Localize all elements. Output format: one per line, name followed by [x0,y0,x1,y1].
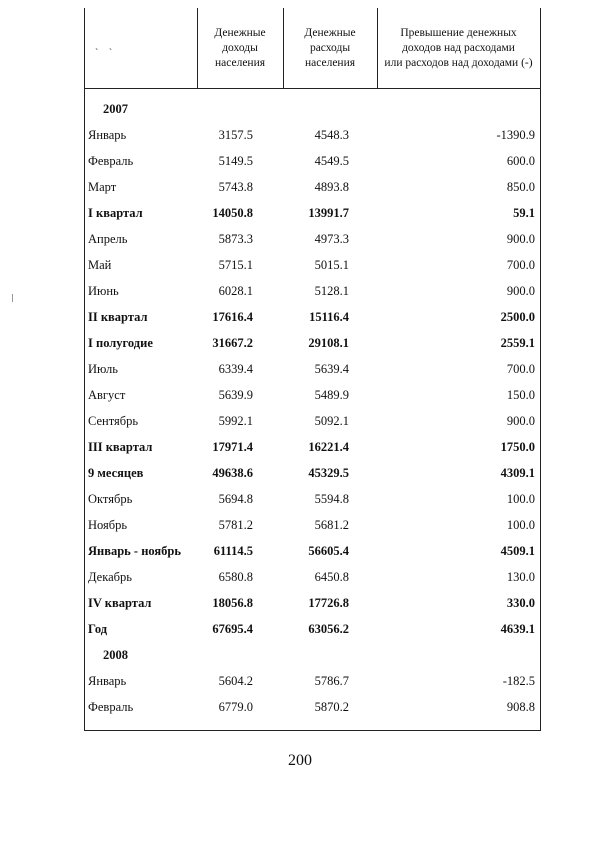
expenses-cell: 5786.7 [314,674,349,688]
row-label: IV квартал [88,596,152,610]
table-row [85,670,540,696]
expenses-cell: 5594.8 [314,492,349,506]
row-label: 9 месяцев [88,466,144,480]
table-body [85,98,540,722]
excess-cell: 900.0 [506,232,535,246]
table-row [85,540,540,566]
expenses-cell: 17726.8 [308,596,349,610]
row-label: Сентябрь [88,414,139,428]
year-row [85,644,540,670]
page-number: 200 [288,752,312,769]
expenses-cell: 15116.4 [309,310,349,324]
excess-cell: 4509.1 [500,544,535,558]
table-row [85,566,540,592]
row-label: I полугодие [88,336,153,350]
income-cell: 3157.5 [218,128,253,142]
statistics-table [84,8,541,731]
income-cell: 5715.1 [218,258,253,272]
excess-cell: 100.0 [506,518,535,532]
row-label: 2007 [103,102,128,116]
excess-cell: 700.0 [506,362,535,376]
corner-mark: ` ` [95,48,117,59]
row-label: Февраль [88,700,134,714]
excess-cell: 1750.0 [500,440,535,454]
income-cell: 49638.6 [212,466,253,480]
expenses-cell: 6450.8 [314,570,349,584]
table-row [85,514,540,540]
expenses-cell: 29108.1 [308,336,349,350]
table-row [85,618,540,644]
expenses-cell: 5681.2 [314,518,349,532]
excess-cell: 600.0 [506,154,535,168]
row-label: I квартал [88,206,143,220]
row-label: Май [88,258,112,272]
table-row [85,410,540,436]
excess-cell: 2500.0 [500,310,535,324]
header-expenses: Денежные расходы населения [304,26,356,69]
year-row [85,98,540,124]
row-label: Март [88,180,117,194]
row-label: Год [88,622,108,636]
income-cell: 5873.3 [218,232,253,246]
row-label: Август [88,388,126,402]
income-cell: 31667.2 [212,336,253,350]
row-label: 2008 [103,648,128,662]
table-header [85,8,540,89]
scan-speck [12,294,13,302]
expenses-cell: 16221.4 [308,440,349,454]
excess-cell: 700.0 [506,258,535,272]
row-label: Январь [88,674,127,688]
income-cell: 5149.5 [218,154,253,168]
income-cell: 5781.2 [218,518,253,532]
excess-cell: 130.0 [506,570,535,584]
expenses-cell: 5128.1 [314,284,349,298]
table-row [85,488,540,514]
expenses-cell: 4973.3 [314,232,349,246]
income-cell: 18056.8 [212,596,253,610]
row-label: Февраль [88,154,134,168]
row-label: Ноябрь [88,518,128,532]
table-row [85,124,540,150]
income-cell: 6779.0 [218,700,253,714]
row-label: Январь - ноябрь [88,544,181,558]
income-cell: 5743.8 [218,180,253,194]
excess-cell: 4309.1 [500,466,535,480]
excess-cell: 330.0 [506,596,535,610]
excess-cell: -1390.9 [496,128,535,142]
row-label: Декабрь [88,570,132,584]
table-row [85,202,540,228]
row-label: Октябрь [88,492,133,506]
expenses-cell: 5489.9 [314,388,349,402]
income-cell: 61114.5 [213,544,253,558]
excess-cell: 908.8 [506,700,535,714]
income-cell: 17616.4 [212,310,253,324]
excess-cell: -182.5 [502,674,535,688]
table-row [85,228,540,254]
row-label: Июнь [88,284,119,298]
excess-cell: 150.0 [506,388,535,402]
excess-cell: 900.0 [506,284,535,298]
excess-cell: 100.0 [506,492,535,506]
income-cell: 5639.9 [218,388,253,402]
header-income: Денежные доходы населения [214,26,266,69]
excess-cell: 2559.1 [500,336,535,350]
income-cell: 6580.8 [218,570,253,584]
table-row [85,254,540,280]
expenses-cell: 4548.3 [314,128,349,142]
row-label: III квартал [88,440,153,454]
income-cell: 6028.1 [218,284,253,298]
income-cell: 5694.8 [218,492,253,506]
excess-cell: 900.0 [506,414,535,428]
income-cell: 5992.1 [218,414,253,428]
expenses-cell: 56605.4 [308,544,349,558]
table-row [85,150,540,176]
income-cell: 6339.4 [218,362,253,376]
table-row [85,306,540,332]
table-row [85,384,540,410]
excess-cell: 59.1 [513,206,535,220]
expenses-cell: 13991.7 [308,206,349,220]
table-row [85,696,540,722]
expenses-cell: 4549.5 [314,154,349,168]
expenses-cell: 5092.1 [314,414,349,428]
row-label: Апрель [88,232,128,246]
expenses-cell: 63056.2 [308,622,349,636]
expenses-cell: 5870.2 [314,700,349,714]
expenses-cell: 4893.8 [314,180,349,194]
table-row [85,358,540,384]
header-excess: Превышение денежных доходов над расходами или расходов над доходами (-) [384,26,533,69]
excess-cell: 850.0 [506,180,535,194]
income-cell: 14050.8 [212,206,253,220]
expenses-cell: 5639.4 [314,362,349,376]
row-label: Январь [88,128,127,142]
row-label: Июль [88,362,118,376]
expenses-cell: 45329.5 [308,466,349,480]
table-row [85,332,540,358]
expenses-cell: 5015.1 [314,258,349,272]
table-row [85,280,540,306]
table-row [85,436,540,462]
excess-cell: 4639.1 [500,622,535,636]
income-cell: 67695.4 [212,622,253,636]
table-row [85,176,540,202]
row-label: II квартал [88,310,148,324]
income-cell: 17971.4 [212,440,253,454]
income-cell: 5604.2 [218,674,253,688]
table-row [85,462,540,488]
table-row [85,592,540,618]
